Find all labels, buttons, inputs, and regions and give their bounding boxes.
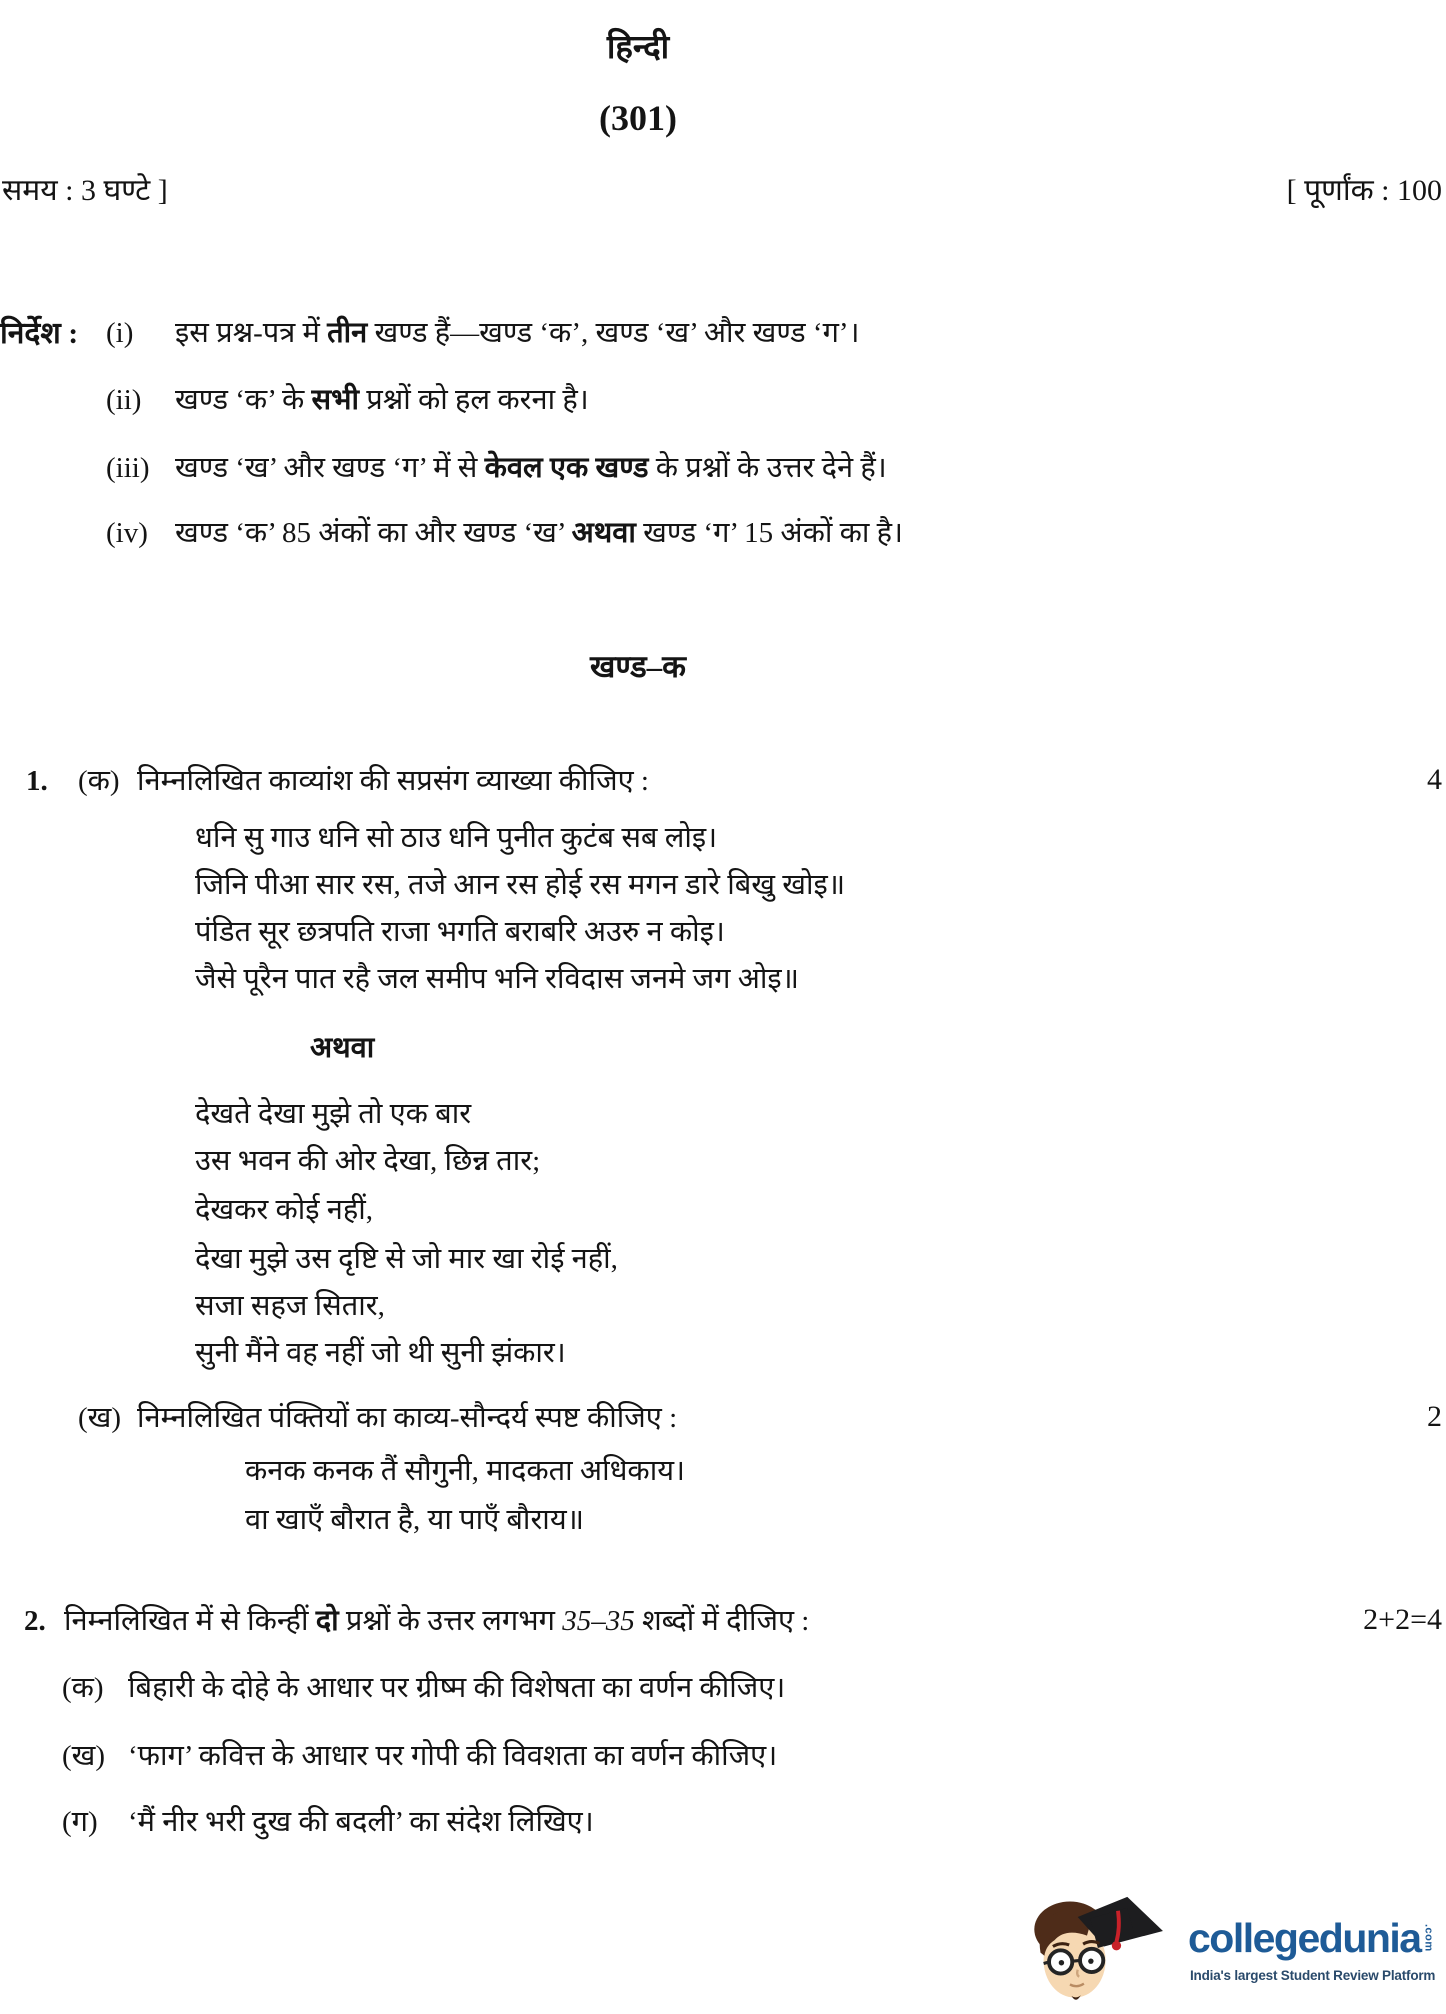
- instruction-number: (iv): [106, 517, 148, 549]
- question-1-number: 1.: [26, 765, 48, 797]
- question-2-text: निम्नलिखित में से किन्हीं दो प्रश्नों के उत्तर लगभग 35–35 शब्दों में दीजिए :: [64, 1605, 810, 1637]
- poem-line: धनि सु गाउ धनि सो ठाउ धनि पुनीत कुटंब सब लोइ।: [195, 822, 718, 854]
- collegedunia-logo: [992, 1884, 1444, 2012]
- brand-tagline: India's largest Student Review Platform: [1190, 1968, 1436, 1983]
- brand-name: collegedunia: [1188, 1915, 1421, 1961]
- instruction-item: [106, 515, 148, 551]
- instruction-item: [106, 315, 133, 351]
- question-1b-text: निम्नलिखित पंक्तियों का काव्य-सौन्दर्य स्पष्ट कीजिए :: [137, 1402, 678, 1434]
- question-2a-text: बिहारी के दोहे के आधार पर ग्रीष्म की विशेषता का वर्णन कीजिए।: [128, 1672, 786, 1704]
- question-2c-label: (ग): [62, 1806, 98, 1838]
- poem-line: जिनि पीआ सार रस, तजे आन रस होई रस मगन डारे बिखु खोइ॥: [195, 869, 846, 901]
- poem-line: सुनी मैंने वह नहीं जो थी सुनी झंकार।: [195, 1337, 566, 1369]
- instruction-item: [106, 382, 141, 418]
- instruction-text: खण्ड ‘क’ 85 अंकों का और खण्ड ‘ख’ अथवा खण्ड ‘ग’ 15 अंकों का है।: [175, 517, 904, 549]
- question-2b-label: (ख): [62, 1740, 106, 1772]
- poem-line: उस भवन की ओर देखा, छिन्न तार;: [195, 1145, 541, 1177]
- poem-line: देखा मुझे उस दृष्टि से जो मार खा रोई नहीं,: [195, 1243, 618, 1275]
- question-2-number: 2.: [24, 1605, 46, 1637]
- instructions-label: निर्देश :: [0, 317, 79, 350]
- instruction-number: (i): [106, 317, 134, 349]
- section-heading: खण्ड–क: [590, 649, 686, 684]
- poem-line: देखकर कोई नहीं,: [195, 1194, 374, 1226]
- instruction-text: खण्ड ‘क’ के सभी प्रश्नों को हल करना है।: [175, 384, 589, 416]
- paper-code: (301): [599, 98, 677, 138]
- question-1b-label: (ख): [78, 1402, 122, 1434]
- or-divider: अथवा: [310, 1032, 375, 1064]
- question-1b-marks: 2: [1427, 1400, 1442, 1433]
- poem-line: सजा सहज सितार,: [195, 1290, 385, 1322]
- poem-line: कनक कनक तैं सौगुनी, मादकता अधिकाय।: [245, 1455, 686, 1487]
- question-2-marks: 2+2=4: [1363, 1603, 1442, 1636]
- brand-tld: .com: [1422, 1924, 1435, 1952]
- instruction-text: खण्ड ‘ख’ और खण्ड ‘ग’ में से केवल एक खण्ड के प्रश्नों के उत्तर देने हैं।: [175, 452, 887, 484]
- question-2a-label: (क): [62, 1672, 104, 1704]
- instruction-text: इस प्रश्न-पत्र में तीन खण्ड हैं—खण्ड ‘क’, खण्ड ‘ख’ और खण्ड ‘ग’।: [175, 317, 860, 349]
- full-marks: [ पूर्णांक : 100: [1286, 174, 1442, 207]
- instruction-number: (iii): [106, 452, 150, 484]
- brand-lockup: [1188, 1915, 1435, 1961]
- question-1a-marks: 4: [1427, 763, 1442, 796]
- question-2b-text: ‘फाग’ कवित्त के आधार पर गोपी की विवशता का वर्णन कीजिए।: [128, 1740, 778, 1772]
- poem-line: वा खाएँ बौरात है, या पाएँ बौराय॥: [245, 1504, 585, 1536]
- poem-line: जैसे पूरैन पात रहै जल समीप भनि रविदास जनमे जग ओइ॥: [195, 963, 800, 995]
- subject-title: हिन्दी: [606, 30, 670, 66]
- question-1a-label: (क): [78, 765, 120, 797]
- instruction-item: [106, 450, 150, 486]
- poem-line: पंडित सूर छत्रपति राजा भगति बराबरि अउरु न कोइ।: [195, 916, 725, 948]
- poem-line: देखते देखा मुझे तो एक बार: [195, 1098, 472, 1130]
- time-allowed: समय : 3 घण्टे ]: [2, 174, 168, 207]
- question-2c-text: ‘मैं नीर भरी दुख की बदली’ का संदेश लिखिए।: [128, 1806, 594, 1838]
- question-1a-text: निम्नलिखित काव्यांश की सप्रसंग व्याख्या कीजिए :: [137, 765, 649, 797]
- instruction-number: (ii): [106, 384, 142, 416]
- student-mascot-icon: [992, 1886, 1182, 2010]
